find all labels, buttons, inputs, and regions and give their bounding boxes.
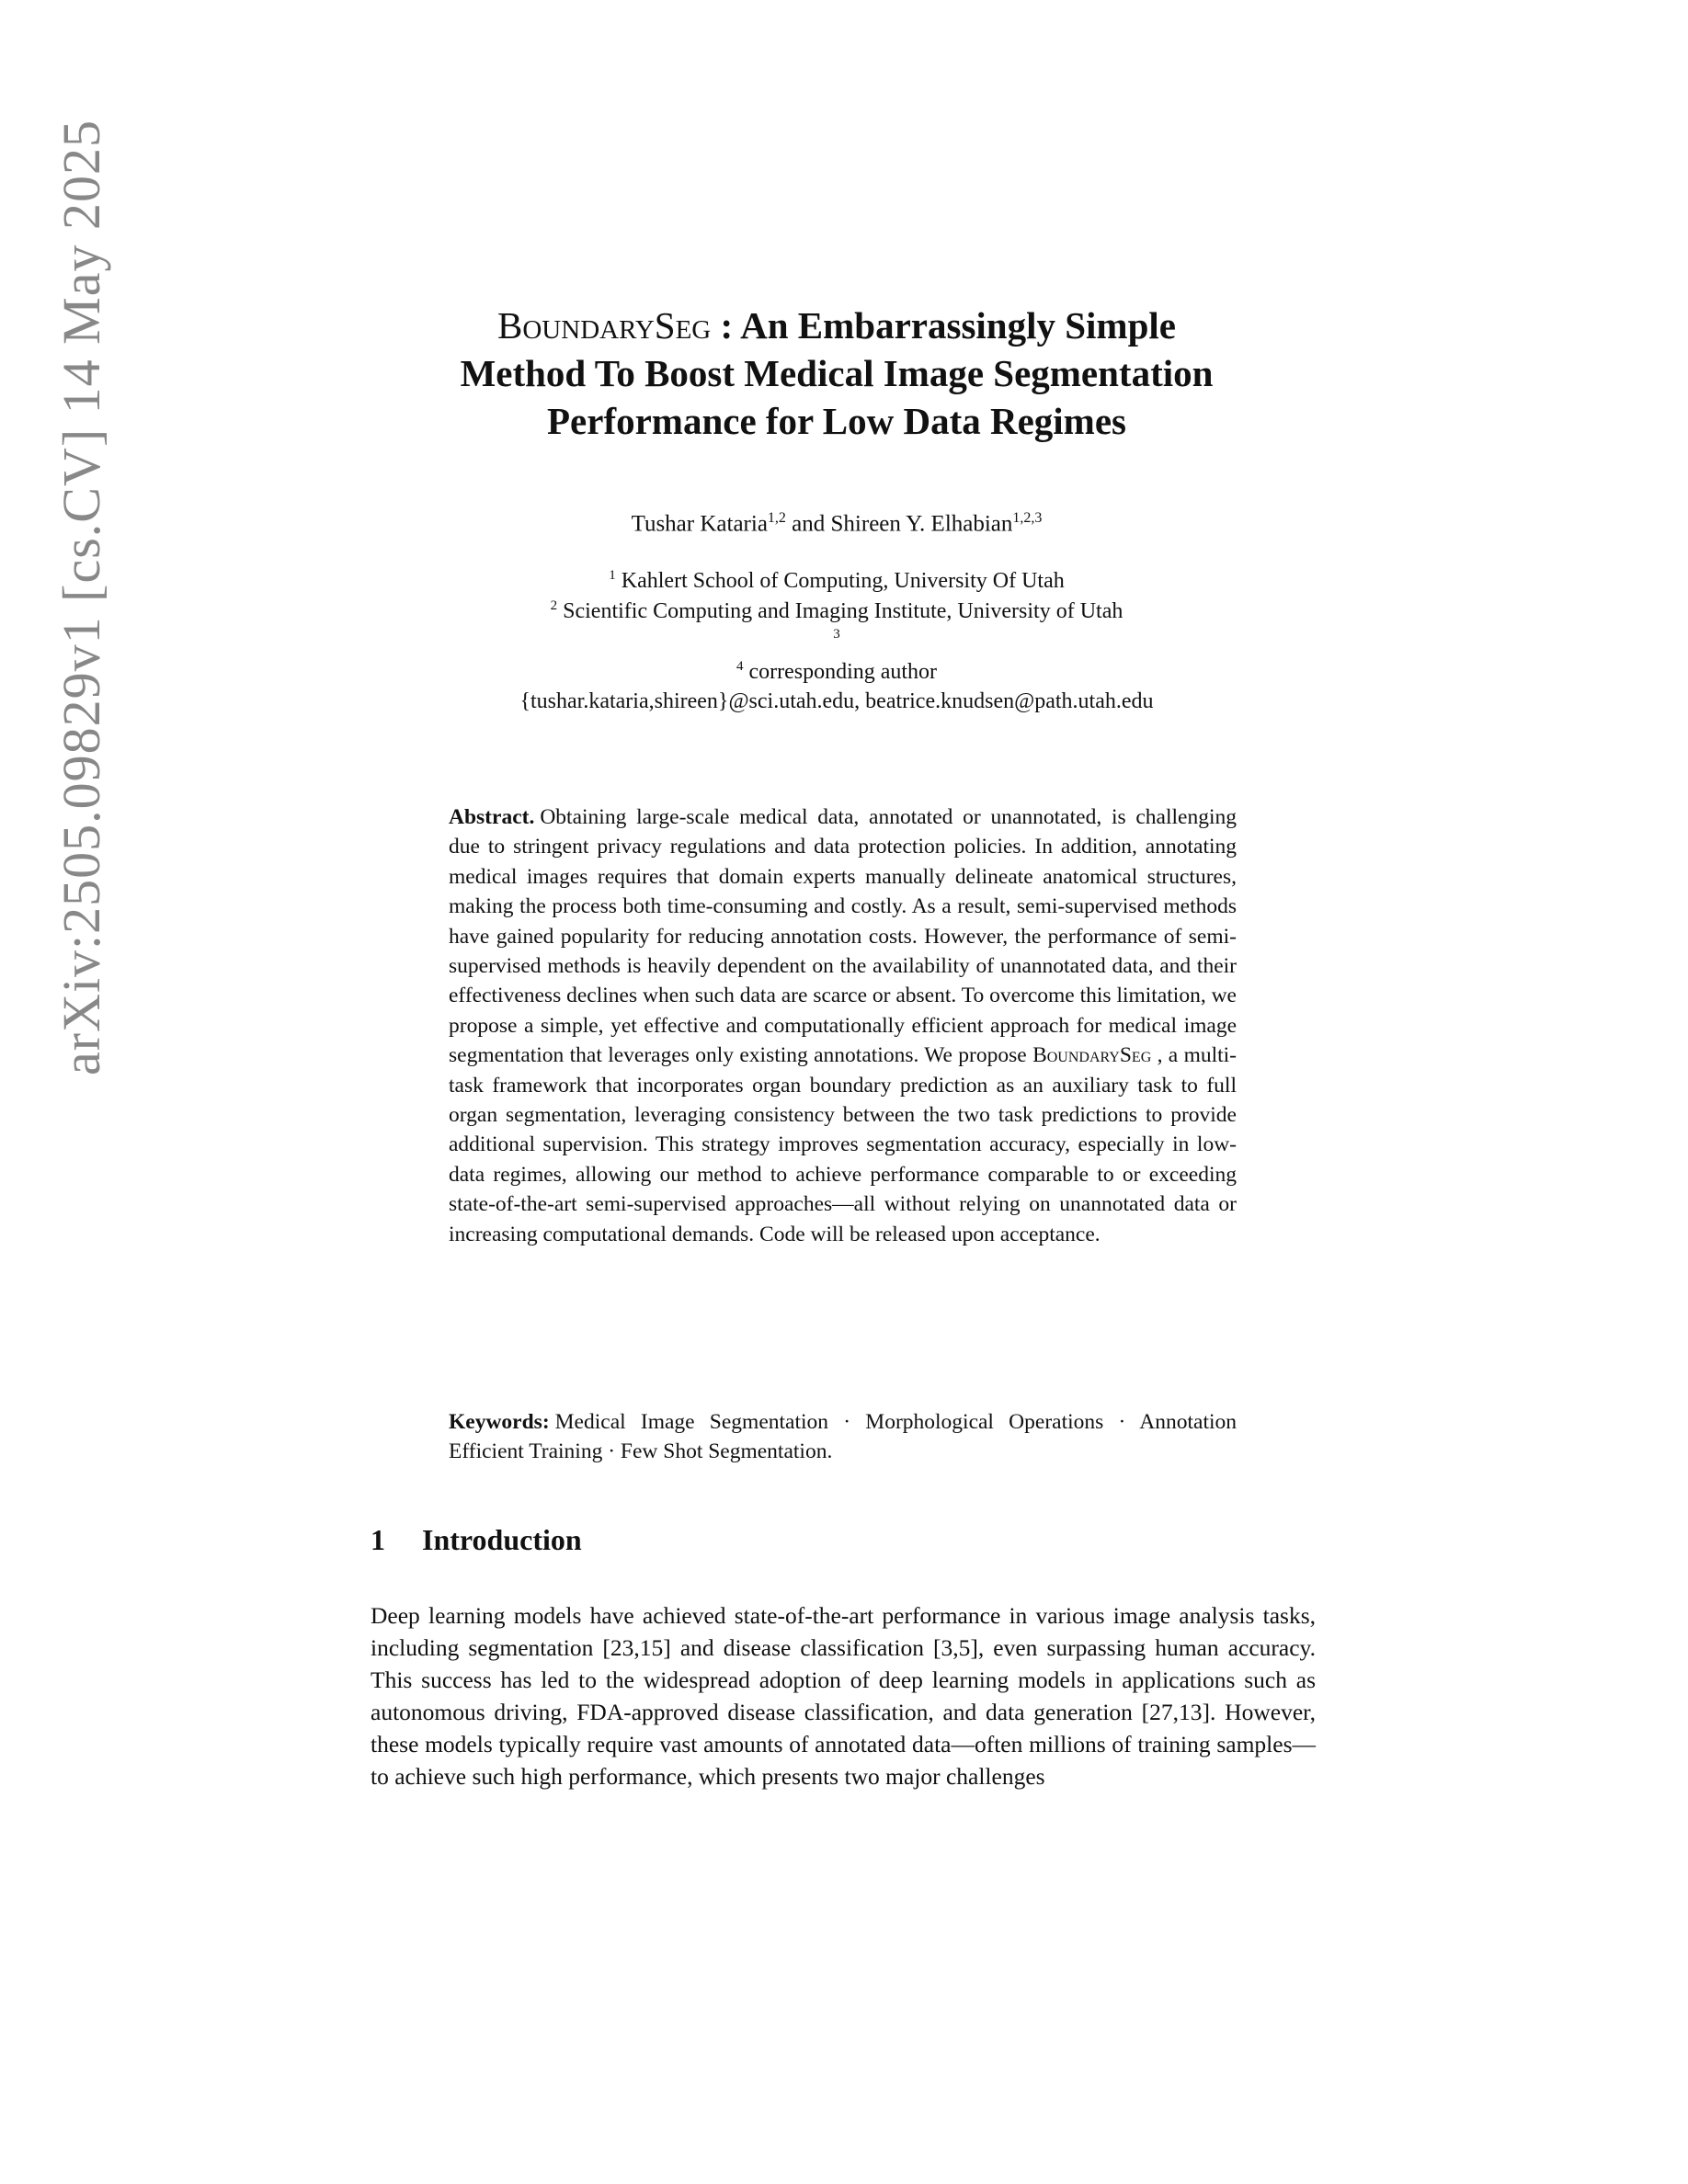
affiliation-2-marker: 2: [550, 598, 558, 613]
title-line-2: Method To Boost Medical Image Segmentation: [460, 352, 1214, 394]
affiliation-4-marker: 4: [736, 659, 744, 674]
affiliation-3-marker: 3: [833, 627, 840, 642]
intro-paragraph: Deep learning models have achieved state-of-the-art performance in various image analysis tasks, including segmentation [23,15] and disease classification [3,5], even surpassing human accuracy. This success has led to the widespread adoption of deep learning models in applications such as autonomous driving, FDA-approved disease classification, and data generation [27,13]. However, these models typically require vast amounts of annotated data—often millions of training samples—to achieve such high performance, which presents two major challenges: [371, 1602, 1316, 1790]
title-method-name: BoundarySeg: [497, 304, 712, 347]
affiliation-4-text: corresponding author: [748, 660, 938, 684]
author-2-name: Shireen Y. Elhabian: [830, 511, 1013, 537]
author-1-name: Tushar Kataria: [631, 511, 768, 537]
section-heading: [371, 1523, 582, 1557]
affiliation-1-text: Kahlert School of Computing, University Of Utah: [621, 569, 1065, 593]
arxiv-identifier: arXiv:2505.09829v1 [cs.CV] 14 May 2025: [51, 119, 111, 1075]
affiliation-2: [313, 598, 1361, 624]
title-line-1: [313, 301, 1361, 349]
keywords-label: Keywords:: [449, 1410, 550, 1434]
section-title: Introduction: [422, 1523, 582, 1556]
abstract-text-1: Obtaining large-scale medical data, annotated or unannotated, is challenging due to stringent privacy regulations and data protection policies. In addition, annotating medical images requires that domain experts manually delineate anatomical structures, making the process both time-consuming and costly. As a result, semi-supervised methods have gained popularity for reducing annotation costs. However, the performance of semi-supervised methods is heavily dependent on the availability of unannotated data, and their effectiveness declines when such data are scarce or absent. To overcome this limitation, we propose a simple, yet effective and computationally efficient approach for medical image segmentation that leverages only existing annotations. We propose: [449, 805, 1237, 1068]
affiliation-1-marker: 1: [609, 568, 616, 583]
author-emails: {tushar.kataria,shireen}@sci.utah.edu, beatrice.knudsen@path.utah.edu: [519, 689, 1154, 713]
abstract-label: Abstract.: [449, 805, 535, 829]
abstract: [449, 802, 1237, 1249]
title-line-3: Performance for Low Data Regimes: [547, 400, 1126, 442]
keywords-text: Medical Image Segmentation · Morphological Operations · Annotation Efficient Training · Few Shot Segmentation.: [449, 1410, 1237, 1464]
section-number: 1: [371, 1523, 385, 1556]
author-2-affil: 1,2,3: [1012, 510, 1043, 526]
affiliation-4: [313, 659, 1361, 685]
title-line-1-rest: : An Embarrassingly Simple: [711, 304, 1176, 347]
abstract-text-2: , a multi-task framework that incorporates organ boundary prediction as an auxiliary task to full organ segmentation, leveraging consistency between the two task predictions to provide additional supervision. This strategy improves segmentation accuracy, especially in low-data regimes, allowing our method to achieve performance comparable to or exceeding state-of-the-art semi-supervised approaches—all without relying on unannotated data or increasing computational demands. Code will be released upon acceptance.: [449, 1043, 1237, 1246]
affiliation-2-text: Scientific Computing and Imaging Institute, University of Utah: [563, 599, 1123, 623]
author-conjunction: and: [785, 511, 831, 537]
affiliation-1: [313, 568, 1361, 594]
keywords: [449, 1407, 1237, 1467]
author-list: [313, 510, 1361, 537]
abstract-method-name: BoundarySeg: [1032, 1043, 1152, 1068]
paper-title: [313, 301, 1361, 445]
affiliation-3: [313, 627, 1361, 643]
author-1-affil: 1,2: [767, 510, 786, 526]
